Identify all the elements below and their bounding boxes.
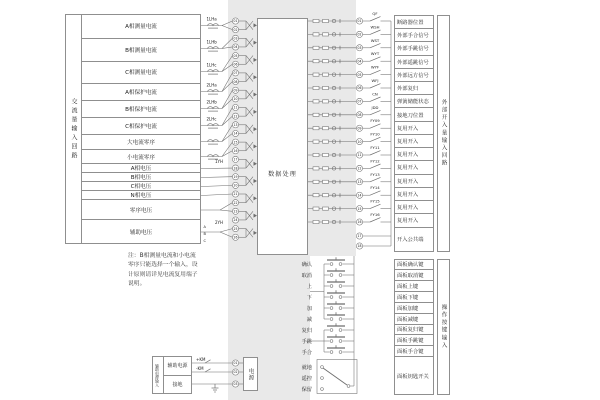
terminal-number: 09 — [357, 126, 362, 131]
resistor — [323, 46, 329, 49]
resistor — [313, 73, 319, 76]
switch-blade — [370, 137, 381, 141]
wire — [222, 133, 232, 141]
ct-label: 1LHc — [206, 62, 217, 68]
digital-input-label: 外部远方信号 — [395, 69, 433, 82]
switch-blade — [370, 177, 381, 181]
button-label: 取消 — [301, 273, 312, 279]
switch-code: FY15 — [370, 198, 380, 204]
digital-input-label: 复用开入 — [395, 122, 433, 135]
terminal-number: 09 — [233, 88, 238, 93]
switch-blade — [370, 84, 381, 88]
switch-blade — [370, 57, 381, 61]
wire-label: -KM — [196, 366, 204, 371]
contact — [339, 318, 342, 321]
switch-code: JDD — [371, 104, 379, 110]
switch-blade — [370, 164, 381, 168]
ac-row-list — [82, 15, 200, 243]
ac-row-label: 辅助电压 — [82, 219, 200, 243]
button-label: 复归 — [301, 328, 312, 334]
digital-input-label-list — [394, 15, 434, 252]
data-processing-box — [257, 18, 308, 255]
panel-key-label: 面板加键 — [395, 303, 433, 314]
button-label: 确认 — [301, 262, 312, 268]
resistor — [313, 180, 319, 183]
resistor — [313, 220, 319, 223]
terminal-number: 26 — [233, 235, 238, 240]
aux-power-section — [152, 356, 192, 394]
selector-label: 就地 — [301, 365, 312, 371]
wire — [220, 232, 232, 237]
panel-key-label: 面板手跳键 — [395, 335, 433, 346]
ac-section-vertical-label: 交流量输入回路 — [66, 15, 82, 243]
panel-key-label: 面板下键 — [395, 292, 433, 303]
resistor — [323, 19, 329, 22]
panel-key-label: 面板上键 — [395, 281, 433, 292]
terminal-number: 04 — [233, 45, 238, 50]
panel-key-label-list — [394, 259, 434, 396]
terminal-number: 15 — [357, 206, 362, 211]
terminal-number: 10 — [233, 97, 238, 102]
contact — [339, 351, 342, 354]
terminal-number: 12 — [357, 166, 362, 171]
switch-blade — [370, 151, 381, 155]
switch-blade — [370, 70, 381, 74]
panel-key-label: 面板取消键 — [395, 270, 433, 281]
resistor — [313, 194, 319, 197]
switch-code: FY09 — [370, 118, 380, 124]
resistor — [313, 86, 319, 89]
resistor — [313, 60, 319, 63]
contact — [339, 340, 342, 343]
ct-label: 2LHc — [206, 116, 217, 122]
note-line: 计原则请详见电流复用端子 — [128, 271, 198, 278]
wire — [201, 185, 232, 186]
contact — [339, 329, 342, 332]
digital-input-label: 复用开入 — [395, 135, 433, 148]
resistor — [323, 153, 329, 156]
panel-section-vertical-label: 操作按键输入 — [437, 259, 450, 396]
ct-label: 1LHa — [206, 16, 217, 22]
terminal-number: 01 — [233, 19, 238, 24]
wire — [201, 177, 232, 178]
ac-row-label: A相测量电流 — [125, 24, 157, 31]
contact — [347, 385, 350, 388]
resistor — [323, 113, 329, 116]
contact — [321, 366, 324, 369]
pt-label: 2YH — [215, 220, 223, 225]
contact — [330, 318, 333, 321]
contact — [330, 351, 333, 354]
switch-blade — [370, 97, 381, 101]
contact — [330, 263, 333, 266]
switch-blade — [370, 43, 381, 47]
resistor — [323, 180, 329, 183]
ac-row-label: 小电流零序 — [82, 149, 200, 164]
contact — [330, 307, 333, 310]
selector-blade — [323, 368, 347, 385]
wire — [222, 90, 232, 108]
wire — [222, 21, 232, 26]
contact — [339, 274, 342, 277]
terminal-number: 12 — [233, 114, 238, 119]
aux-power-rows — [164, 357, 191, 393]
terminal-number: 18 — [357, 244, 362, 249]
terminal-number: 02 — [357, 32, 362, 37]
resistor — [323, 140, 329, 143]
digital-input-label: 复用开入 — [395, 201, 433, 214]
contact — [339, 285, 342, 288]
note-text — [128, 252, 224, 290]
data-processing-label: 数据处理 — [268, 171, 297, 178]
terminal-number: 20 — [233, 183, 238, 188]
aux-power-vertical-label: 辅助电源输入 — [153, 357, 164, 393]
switch-blade — [205, 369, 211, 372]
resistor — [313, 19, 319, 22]
digital-section-vertical-label: 外部开入量输入回路 — [437, 15, 450, 252]
phase-label: C — [203, 239, 206, 243]
contact — [330, 296, 333, 299]
terminal-number: 10 — [357, 139, 362, 144]
digital-input-label: 弹簧储能状态 — [395, 95, 433, 108]
note-line: 说明。 — [128, 281, 146, 288]
button-label: 手跳 — [301, 339, 312, 345]
terminal-number: 03 — [233, 382, 238, 387]
ac-row-label: C相测量电流 — [82, 61, 200, 84]
power-supply-label: 电源 — [247, 367, 254, 381]
resistor — [313, 127, 319, 130]
terminal-number: 16 — [357, 220, 362, 225]
contact — [330, 285, 333, 288]
switch-code: WFJ — [371, 78, 379, 83]
ac-row-label: A相电压 — [82, 163, 200, 172]
terminal-number: 14 — [357, 193, 362, 198]
resistor — [313, 140, 319, 143]
terminal-number: 21 — [233, 192, 238, 197]
resistor — [323, 86, 329, 89]
terminal-number: 17 — [233, 157, 238, 162]
wire — [222, 26, 232, 30]
ac-row-label: B相电压 — [82, 172, 200, 181]
digital-input-label: 复用开入 — [395, 148, 433, 161]
switch-blade — [370, 218, 381, 222]
digital-input-label: 复用开入 — [395, 188, 433, 201]
note-line: 零序只能选择一个输入，设 — [128, 262, 198, 269]
ac-row-label: C相保护电流 — [82, 117, 200, 134]
contact — [330, 274, 333, 277]
digital-input-label: 接地刀位置 — [395, 108, 433, 121]
wire — [222, 108, 232, 126]
panel-key-switch-label: 面板钥匙开关 — [395, 357, 433, 394]
panel-key-label: 面板确认键 — [395, 260, 433, 271]
wire — [201, 194, 232, 196]
contact — [330, 329, 333, 332]
terminal-number: 15 — [233, 140, 238, 145]
phase-label: B — [203, 232, 206, 236]
terminal-number: 11 — [233, 105, 238, 110]
contact — [339, 296, 342, 299]
resistor — [323, 33, 329, 36]
resistor — [323, 73, 329, 76]
resistor — [323, 167, 329, 170]
switch-blade — [370, 204, 381, 208]
terminal-number: 11 — [357, 153, 362, 158]
wire — [220, 203, 232, 210]
terminal-number: 04 — [357, 59, 362, 64]
ac-row-label: N相电压 — [82, 190, 200, 199]
ac-row-label: B相保护电流 — [82, 100, 200, 117]
terminal-number: 16 — [233, 148, 238, 153]
switch-blade — [370, 30, 381, 34]
ac-row-label: C相电压 — [82, 181, 200, 190]
terminal-number: 07 — [233, 71, 238, 76]
wire — [220, 210, 232, 211]
switch-code: FY13 — [370, 171, 380, 177]
wire — [222, 99, 232, 109]
switch-code: FY16 — [370, 212, 380, 217]
digital-input-label: 外部手跳信号 — [395, 42, 433, 55]
contact — [339, 263, 342, 266]
resistor — [313, 167, 319, 170]
terminal-number: 07 — [357, 99, 362, 104]
terminal-number: 05 — [357, 72, 362, 77]
switch-blade — [370, 110, 381, 114]
digital-input-label: 外部遥跳信号 — [395, 56, 433, 69]
button-label: 手合 — [301, 350, 312, 356]
power-supply-box — [243, 357, 258, 391]
switch-code: WSH — [370, 24, 380, 30]
panel-key-label: 面板减键 — [395, 314, 433, 325]
digital-common-label: 开入公共端 — [395, 228, 433, 251]
terminal-number: 01 — [357, 19, 362, 24]
button-label: 减 — [306, 317, 312, 323]
digital-input-label: 外部手合信号 — [395, 29, 433, 42]
switch-code: WST — [370, 37, 380, 43]
switch-code: FY10 — [370, 131, 380, 137]
terminal-number: 06 — [233, 62, 238, 67]
terminal-number: 17 — [357, 234, 362, 239]
wire-label: +KM — [196, 357, 206, 362]
switch-code: WYF — [370, 64, 380, 70]
resistor — [313, 113, 319, 116]
terminal-number: 25 — [233, 226, 238, 231]
terminal-number: 14 — [233, 131, 238, 136]
terminal-number: 23 — [233, 209, 238, 214]
terminal-number: 01 — [233, 361, 238, 366]
switch-blade — [370, 124, 381, 128]
button-label: 加 — [306, 306, 312, 312]
resistor — [323, 100, 329, 103]
switch-code: FY14 — [370, 185, 380, 191]
terminal-number: 13 — [233, 123, 238, 127]
aux-power-row: 辅助电源 — [164, 357, 191, 376]
ac-input-section — [65, 14, 201, 244]
digital-input-label: 外部复归 — [395, 82, 433, 95]
ct-label: 1LHb — [206, 39, 217, 45]
digital-input-label: 复用开入 — [395, 175, 433, 188]
terminal-number: 24 — [233, 218, 238, 223]
switch-blade — [205, 360, 211, 363]
terminal-number: 06 — [357, 86, 362, 91]
switch-code: CN — [372, 91, 378, 97]
wire — [222, 56, 232, 72]
ct-label: 2LHa — [206, 82, 217, 88]
ct-label: 2LHb — [206, 99, 217, 105]
terminal-number: 19 — [233, 174, 238, 179]
panel-key-label: 面板手合键 — [395, 346, 433, 357]
terminal-number: 02 — [233, 370, 238, 375]
terminal-number: 08 — [357, 113, 362, 117]
contact — [321, 388, 324, 391]
resistor — [323, 194, 329, 197]
switch-code: FY11 — [370, 145, 380, 150]
resistor — [323, 220, 329, 223]
wire — [222, 151, 232, 157]
wire — [220, 229, 232, 232]
ac-row-label: A相保护电流 — [82, 83, 200, 100]
contact — [339, 307, 342, 310]
resistor — [313, 46, 319, 49]
ac-row-label: B相测量电流 — [82, 38, 200, 61]
ac-row-label: 大电流零序 — [82, 134, 200, 149]
switch-blade — [370, 191, 381, 195]
terminal-number: 22 — [233, 200, 238, 205]
terminal-number: 03 — [357, 46, 362, 50]
switch-code: FY12 — [370, 158, 380, 164]
selector-label: 保留 — [301, 387, 312, 393]
panel-key-label: 面板复归键 — [395, 325, 433, 336]
note-line: 注：B相测量电流和小电流 — [128, 253, 196, 259]
resistor — [313, 33, 319, 36]
resistor — [313, 100, 319, 103]
wire — [222, 116, 232, 125]
switch-blade — [370, 17, 381, 21]
resistor — [323, 60, 329, 63]
digital-input-label: 复用开入 — [395, 161, 433, 174]
selector-label: 遥控 — [301, 376, 312, 382]
terminal-number: 08 — [233, 79, 238, 84]
phase-label: A — [203, 225, 206, 229]
pt-label: 1YH — [215, 159, 223, 164]
contact — [321, 377, 324, 380]
terminal-number: 03 — [233, 36, 238, 41]
resistor — [323, 207, 329, 210]
resistor — [323, 127, 329, 130]
contact — [330, 340, 333, 343]
aux-power-row: 接地 — [172, 381, 183, 388]
terminal-number: 02 — [233, 27, 238, 32]
digital-input-label: 断路器位置 — [395, 16, 433, 29]
digital-input-label: 复用开入 — [395, 214, 433, 227]
wire — [222, 125, 232, 142]
wire — [222, 142, 232, 156]
resistor — [313, 207, 319, 210]
wire — [222, 82, 232, 92]
switch-code: WYT — [370, 51, 380, 57]
wire — [222, 64, 232, 71]
button-label: 下 — [306, 295, 312, 301]
terminal-number: 18 — [233, 166, 238, 171]
terminal-number: 05 — [233, 53, 238, 58]
wire — [222, 73, 232, 92]
button-label: 上 — [306, 284, 312, 290]
ac-row-label: 零序电压 — [82, 199, 200, 219]
switch-code: QF — [372, 11, 378, 16]
terminal-number: 13 — [357, 180, 362, 184]
resistor — [313, 153, 319, 156]
